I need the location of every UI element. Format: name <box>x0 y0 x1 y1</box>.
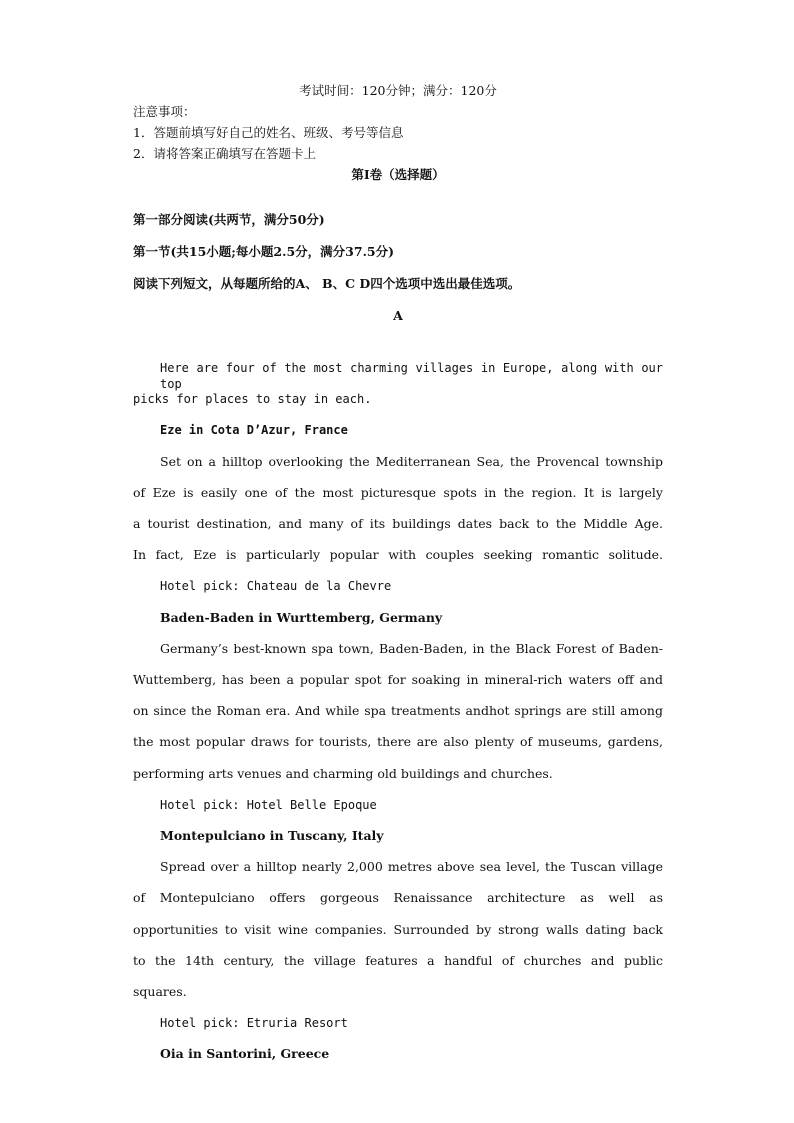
section-heading: Eze in Cota D’Azur, France <box>160 423 348 437</box>
paragraph-line: of Montepulciano offers gorgeous Renaissance architecture as well as <box>133 890 663 905</box>
paragraph-line: performing arts venues and charming old buildings and churches. <box>133 766 553 781</box>
notes-title: 注意事项： <box>133 104 196 119</box>
hotel-pick: Hotel pick: Hotel Belle Epoque <box>160 798 377 812</box>
section-heading: Oia in Santorini, Greece <box>160 1046 330 1061</box>
hotel-pick: Hotel pick: Chateau de la Chevre <box>160 579 392 593</box>
paragraph-line: Wuttemberg, has been a popular spot for soaking in mineral-rich waters off and <box>133 672 663 687</box>
paragraph-line: picks for places to stay in each. <box>133 392 372 406</box>
passage-label: A <box>393 308 403 323</box>
paragraph-line: Set on a hilltop overlooking the Mediterranean Sea, the Provencal township <box>160 454 663 469</box>
paragraph-line: on since the Roman era. And while spa treatments andhot springs are still among <box>133 703 663 718</box>
part-title: 第一部分阅读(共两节，满分50分) <box>133 212 325 227</box>
section-heading: Montepulciano in Tuscany, Italy <box>160 828 384 843</box>
volume-title: 第I卷（选择题） <box>351 167 445 182</box>
exam-info: 考试时间：120分钟；满分：120分 <box>299 83 497 98</box>
instruction: 阅读下列短文，从每题所给的A、 B、C D四个选项中选出最佳选项。 <box>133 276 521 291</box>
note-item: 1．答题前填写好自己的姓名、班级、考号等信息 <box>133 125 404 140</box>
paragraph-line: of Eze is easily one of the most picturesque spots in the region. It is largely <box>133 485 663 500</box>
hotel-pick: Hotel pick: Etruria Resort <box>160 1016 348 1030</box>
paragraph-line: opportunities to visit wine companies. Surrounded by strong walls dating back <box>133 922 663 937</box>
paragraph-line: squares. <box>133 984 187 999</box>
paragraph-line: In fact, Eze is particularly popular with couples seeking romantic solitude. <box>133 547 663 562</box>
paragraph-line: a tourist destination, and many of its buildings dates back to the Middle Age. <box>133 516 663 531</box>
paragraph-line: the most popular draws for tourists, there are also plenty of museums, gardens, <box>133 734 663 749</box>
paragraph-line: Spread over a hilltop nearly 2,000 metres above sea level, the Tuscan village <box>160 859 663 874</box>
paragraph-line: to the 14th century, the village features a handful of churches and public <box>133 953 663 968</box>
paragraph-line: Here are four of the most charming villages in Europe, along with our top <box>160 361 663 391</box>
note-item: 2．请将答案正确填写在答题卡上 <box>133 146 316 161</box>
paragraph-line: Germany’s best-known spa town, Baden-Baden, in the Black Forest of Baden- <box>160 641 663 656</box>
section-heading: Baden-Baden in Wurttemberg, Germany <box>160 610 443 625</box>
section-subtitle: 第一节(共15小题;每小题2.5分，满分37.5分) <box>133 244 395 259</box>
